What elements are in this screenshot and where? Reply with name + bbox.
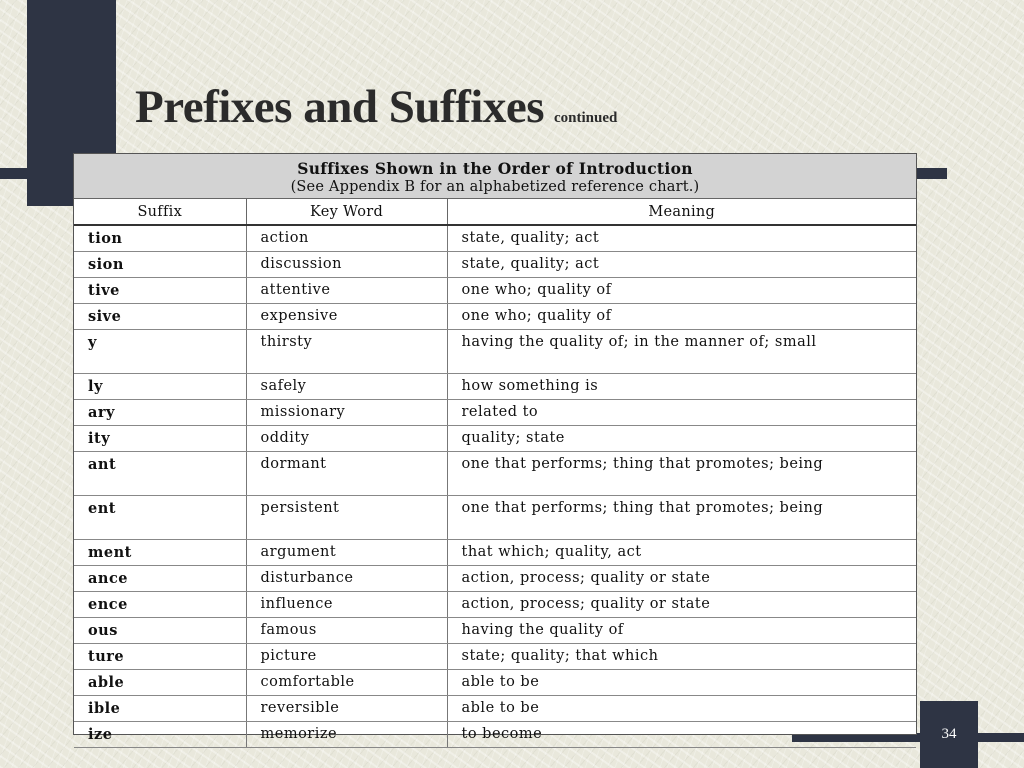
header-row: [74, 199, 916, 225]
suffix-cell: y: [74, 330, 246, 374]
suffix-cell: tive: [74, 278, 246, 304]
suffix-cell: ment: [74, 540, 246, 566]
meaning-cell: quality; state: [447, 426, 916, 452]
suffix-cell: ence: [74, 592, 246, 618]
meaning-cell: able to be: [447, 696, 916, 722]
suffix-cell: sion: [74, 252, 246, 278]
suffix-cell: ent: [74, 496, 246, 540]
keyword-cell: picture: [246, 644, 447, 670]
table-row: [74, 496, 916, 540]
table-row: [74, 278, 916, 304]
table-row: [74, 374, 916, 400]
meaning-cell: having the quality of; in the manner of; small: [447, 330, 916, 374]
column-header-suffix: Suffix: [74, 199, 246, 225]
suffix-cell: able: [74, 670, 246, 696]
table-row: [74, 400, 916, 426]
meaning-cell: able to be: [447, 670, 916, 696]
table-row: [74, 644, 916, 670]
keyword-cell: argument: [246, 540, 447, 566]
keyword-cell: reversible: [246, 696, 447, 722]
table-row: [74, 452, 916, 496]
suffix-cell: ous: [74, 618, 246, 644]
suffix-grid: [74, 199, 916, 748]
meaning-cell: one who; quality of: [447, 304, 916, 330]
keyword-cell: famous: [246, 618, 447, 644]
table-row: [74, 566, 916, 592]
meaning-cell: one that performs; thing that promotes; being: [447, 496, 916, 540]
suffix-cell: ant: [74, 452, 246, 496]
keyword-cell: action: [246, 225, 447, 252]
table-row: [74, 670, 916, 696]
suffix-cell: ible: [74, 696, 246, 722]
table-row: [74, 426, 916, 452]
keyword-cell: thirsty: [246, 330, 447, 374]
page-number: 34: [920, 701, 978, 768]
meaning-cell: state; quality; that which: [447, 644, 916, 670]
suffix-cell: sive: [74, 304, 246, 330]
table-row: [74, 540, 916, 566]
meaning-cell: one that performs; thing that promotes; being: [447, 452, 916, 496]
keyword-cell: disturbance: [246, 566, 447, 592]
suffix-cell: ly: [74, 374, 246, 400]
decor-bottom-bar-right: [978, 733, 1024, 742]
suffix-cell: ary: [74, 400, 246, 426]
keyword-cell: comfortable: [246, 670, 447, 696]
decor-right-bar: [914, 168, 947, 179]
meaning-cell: state, quality; act: [447, 252, 916, 278]
table-row: [74, 330, 916, 374]
table-row: [74, 696, 916, 722]
slide-subtitle: continued: [554, 110, 618, 126]
table-row: [74, 618, 916, 644]
table-row: [74, 304, 916, 330]
column-header-meaning: Meaning: [447, 199, 916, 225]
table-title-line2: (See Appendix B for an alphabetized reference chart.): [290, 179, 700, 195]
slide-title: Prefixes and Suffixes: [135, 81, 545, 133]
table-row: [74, 252, 916, 278]
suffix-cell: tion: [74, 225, 246, 252]
table-title-line1: Suffixes Shown in the Order of Introduction: [297, 159, 693, 178]
meaning-cell: one who; quality of: [447, 278, 916, 304]
meaning-cell: how something is: [447, 374, 916, 400]
table-row: [74, 592, 916, 618]
keyword-cell: oddity: [246, 426, 447, 452]
suffix-cell: ance: [74, 566, 246, 592]
meaning-cell: related to: [447, 400, 916, 426]
keyword-cell: safely: [246, 374, 447, 400]
keyword-cell: expensive: [246, 304, 447, 330]
meaning-cell: having the quality of: [447, 618, 916, 644]
keyword-cell: missionary: [246, 400, 447, 426]
keyword-cell: persistent: [246, 496, 447, 540]
column-header-keyword: Key Word: [246, 199, 447, 225]
meaning-cell: that which; quality, act: [447, 540, 916, 566]
table-row: [74, 225, 916, 252]
meaning-cell: action, process; quality or state: [447, 566, 916, 592]
slide-title-area: [135, 80, 617, 134]
meaning-cell: to become: [447, 722, 916, 748]
suffix-cell: ize: [74, 722, 246, 748]
table-title: [74, 154, 916, 199]
suffix-table: [73, 153, 917, 743]
meaning-cell: state, quality; act: [447, 225, 916, 252]
table-row: [74, 722, 916, 748]
keyword-cell: memorize: [246, 722, 447, 748]
keyword-cell: dormant: [246, 452, 447, 496]
meaning-cell: action, process; quality or state: [447, 592, 916, 618]
keyword-cell: influence: [246, 592, 447, 618]
decor-left-bar: [0, 168, 75, 179]
keyword-cell: discussion: [246, 252, 447, 278]
keyword-cell: attentive: [246, 278, 447, 304]
suffix-cell: ture: [74, 644, 246, 670]
suffix-cell: ity: [74, 426, 246, 452]
